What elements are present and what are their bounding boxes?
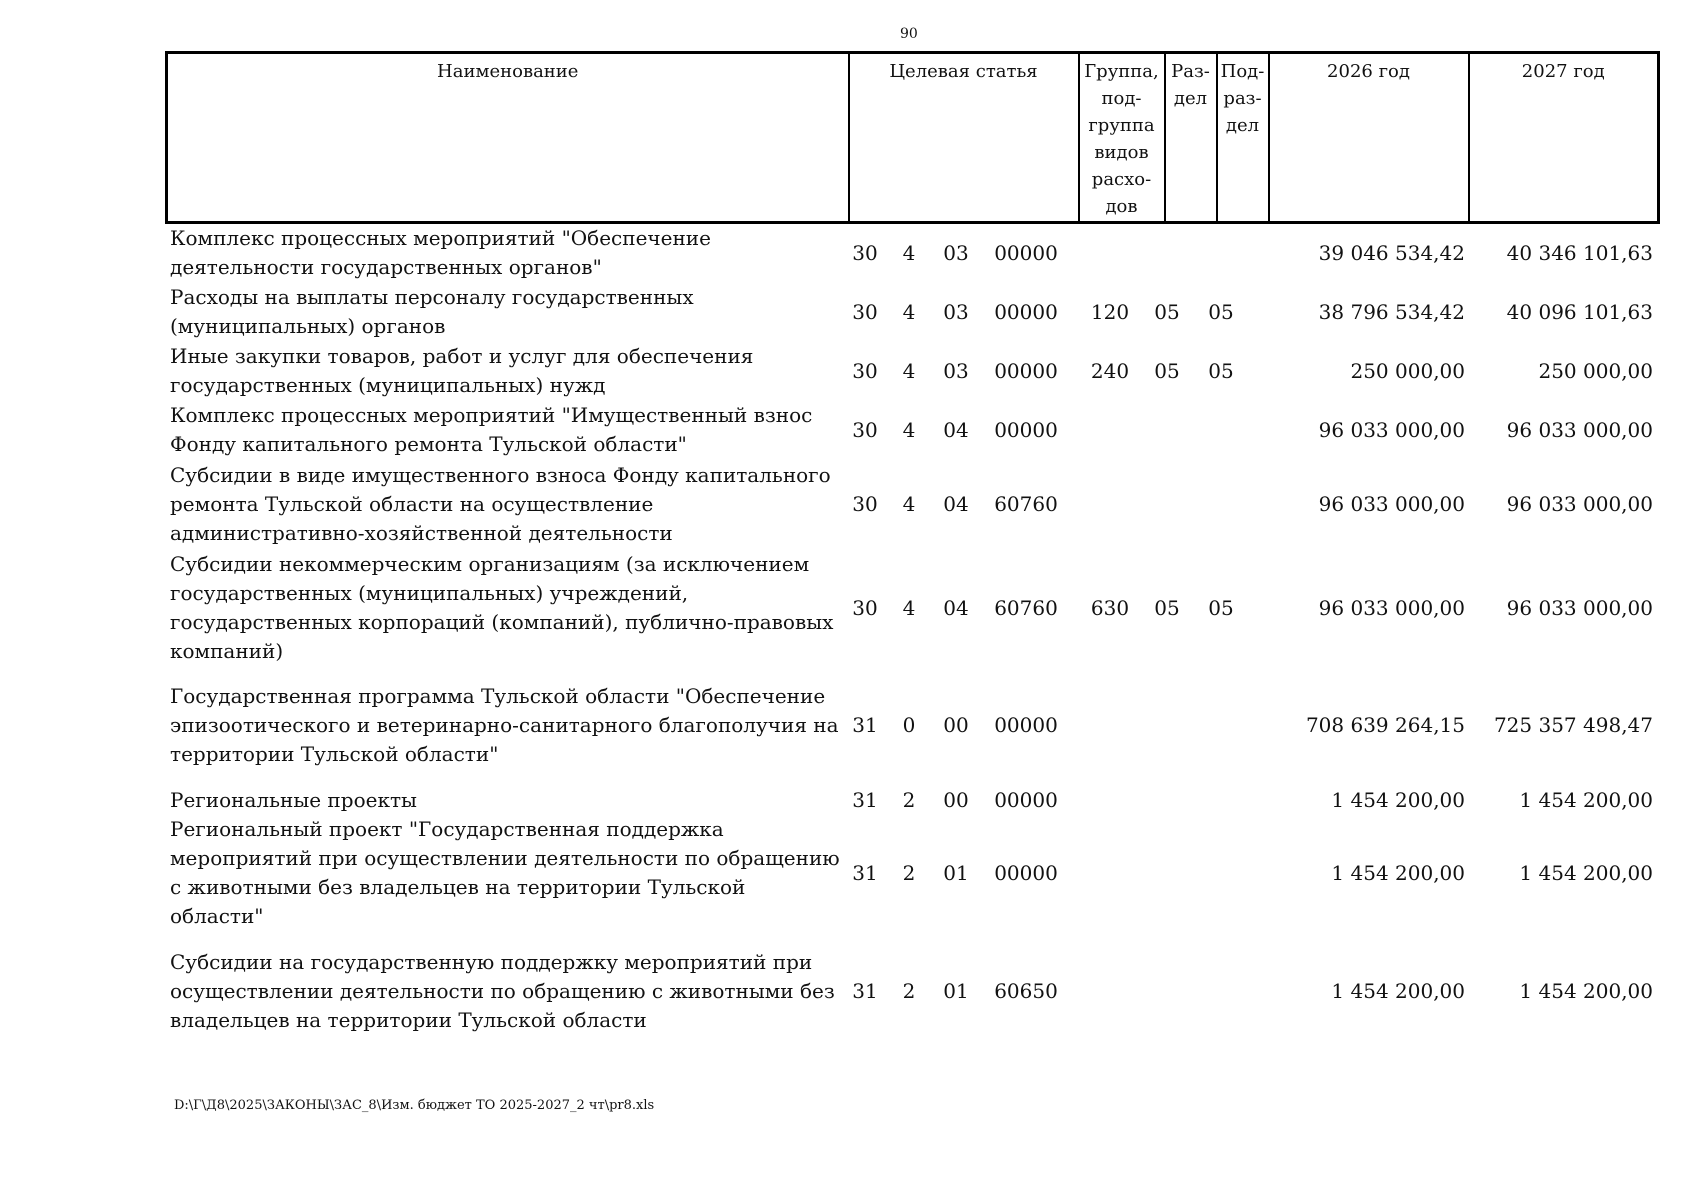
amount-2027: 1 454 200,00	[1519, 860, 1653, 885]
target-code-3: 03	[943, 299, 969, 324]
expense-group	[1087, 780, 1133, 820]
amount-2027: 725 357 498,47	[1493, 712, 1653, 737]
target-code-4: 00000	[994, 860, 1058, 885]
target-code-2: 4	[902, 240, 916, 265]
target-code-1: 30	[852, 358, 878, 383]
target-code-3: 01	[943, 860, 969, 885]
target-code-3: 01	[943, 978, 969, 1003]
row-name: Государственная программа Тульской области "Обеспечение эпизоотического и ветеринарно-санитарного благополучия на территории Тульской области"	[170, 683, 839, 766]
table-row	[165, 342, 1657, 400]
amount-2027: 96 033 000,00	[1506, 417, 1653, 442]
target-code-1: 30	[852, 240, 878, 265]
table-row	[165, 283, 1657, 341]
subsection-code	[1205, 224, 1237, 282]
amount-2026: 39 046 534,42	[1318, 240, 1465, 265]
header-section: Раз-дел	[1165, 53, 1217, 223]
section-code	[1151, 680, 1183, 770]
table-row	[165, 817, 1657, 928]
target-code-2: 4	[902, 358, 916, 383]
header-subsection: Под-раз-дел	[1217, 53, 1269, 223]
target-code-1: 31	[852, 787, 878, 812]
expense-group: 120	[1090, 299, 1130, 324]
subsection-code	[1205, 401, 1237, 459]
row-name: Региональный проект "Государственная поддержка мероприятий при осуществлении деятельности по обращению с животными без владельцев на территории Тульской области"	[170, 817, 840, 928]
row-name: Субсидии в виде имущественного взноса Фонду капитального ремонта Тульской области на осуществление административно-хозяйственной деятельности	[170, 462, 831, 545]
target-code-3: 00	[943, 712, 969, 737]
section-code: 05	[1154, 595, 1180, 620]
target-code-1: 31	[852, 860, 878, 885]
amount-2027: 1 454 200,00	[1519, 787, 1653, 812]
subsection-code: 05	[1208, 358, 1234, 383]
expense-group	[1087, 460, 1133, 548]
amount-2026: 96 033 000,00	[1318, 491, 1465, 516]
file-path-footer: D:\Г\Д8\2025\ЗАКОНЫ\ЗАС_8\Изм. бюджет ТО 2025-2027_2 чт\pr8.xls	[174, 1098, 655, 1113]
page-number: 90	[900, 26, 918, 42]
target-code-2: 2	[902, 860, 916, 885]
table-row	[165, 401, 1657, 459]
target-code-3: 04	[943, 491, 969, 516]
table-row	[165, 224, 1657, 282]
amount-2026: 1 454 200,00	[1331, 978, 1465, 1003]
target-code-4: 00000	[994, 299, 1058, 324]
target-code-1: 31	[852, 712, 878, 737]
row-name: Комплекс процессных мероприятий "Обеспечение деятельности государственных органов"	[170, 226, 711, 279]
table-row	[165, 780, 1657, 820]
section-code	[1151, 780, 1183, 820]
target-code-4: 00000	[994, 358, 1058, 383]
target-code-3: 03	[943, 358, 969, 383]
row-name: Комплекс процессных мероприятий "Имущественный взнос Фонду капитального ремонта Тульской области"	[170, 403, 813, 456]
target-code-4: 60650	[994, 978, 1058, 1003]
target-code-4: 00000	[994, 712, 1058, 737]
section-code: 05	[1154, 358, 1180, 383]
expense-group: 630	[1090, 595, 1130, 620]
subsection-code: 05	[1208, 299, 1234, 324]
amount-2026: 96 033 000,00	[1318, 417, 1465, 442]
expense-group	[1087, 680, 1133, 770]
row-name: Региональные проекты	[170, 787, 417, 812]
row-name: Расходы на выплаты персоналу государственных (муниципальных) органов	[170, 285, 694, 338]
target-code-4: 00000	[994, 240, 1058, 265]
section-code	[1151, 946, 1183, 1036]
table-row	[165, 552, 1657, 663]
amount-2027: 96 033 000,00	[1506, 491, 1653, 516]
target-code-3: 03	[943, 240, 969, 265]
amount-2027: 96 033 000,00	[1506, 595, 1653, 620]
amount-2027: 1 454 200,00	[1519, 978, 1653, 1003]
header-target: Целевая статья	[849, 53, 1079, 223]
target-code-3: 04	[943, 417, 969, 442]
header-year-2026: 2026 год	[1269, 53, 1469, 223]
target-code-1: 30	[852, 595, 878, 620]
amount-2026: 708 639 264,15	[1305, 712, 1465, 737]
header-group: Группа, под-группа видов расхо-дов	[1079, 53, 1165, 223]
subsection-code	[1205, 460, 1237, 548]
expense-group	[1087, 401, 1133, 459]
amount-2026: 250 000,00	[1350, 358, 1465, 383]
row-name: Субсидии на государственную поддержку мероприятий при осуществлении деятельности по обращению с животными без владельцев на территории Тульской области	[170, 949, 835, 1032]
amount-2026: 1 454 200,00	[1331, 860, 1465, 885]
header-year-2027: 2027 год	[1469, 53, 1659, 223]
target-code-2: 4	[902, 417, 916, 442]
target-code-1: 30	[852, 417, 878, 442]
header-name: Наименование	[167, 53, 849, 223]
target-code-4: 60760	[994, 491, 1058, 516]
subsection-code: 05	[1208, 595, 1234, 620]
table-row	[165, 946, 1657, 1036]
amount-2026: 1 454 200,00	[1331, 787, 1465, 812]
target-code-2: 4	[902, 491, 916, 516]
table-header	[165, 51, 1660, 224]
target-code-2: 2	[902, 787, 916, 812]
amount-2027: 40 096 101,63	[1506, 299, 1653, 324]
amount-2027: 40 346 101,63	[1506, 240, 1653, 265]
section-code	[1151, 460, 1183, 548]
target-code-3: 00	[943, 787, 969, 812]
table-row	[165, 460, 1657, 548]
expense-group: 240	[1090, 358, 1130, 383]
target-code-1: 30	[852, 299, 878, 324]
section-code: 05	[1154, 299, 1180, 324]
target-code-2: 2	[902, 978, 916, 1003]
section-code	[1151, 401, 1183, 459]
amount-2026: 96 033 000,00	[1318, 595, 1465, 620]
expense-group	[1087, 224, 1133, 282]
target-code-4: 00000	[994, 417, 1058, 442]
table-row	[165, 680, 1657, 770]
row-name: Субсидии некоммерческим организациям (за исключением государственных (муниципальных) учреждений, государственных корпораций (компаний), публично-правовых компаний)	[170, 552, 834, 663]
target-code-1: 30	[852, 491, 878, 516]
section-code	[1151, 828, 1183, 918]
target-code-1: 31	[852, 978, 878, 1003]
subsection-code	[1205, 680, 1237, 770]
subsection-code	[1205, 780, 1237, 820]
target-code-2: 4	[902, 299, 916, 324]
section-code	[1151, 224, 1183, 282]
expense-group	[1087, 946, 1133, 1036]
amount-2027: 250 000,00	[1538, 358, 1653, 383]
target-code-4: 60760	[994, 595, 1058, 620]
target-code-3: 04	[943, 595, 969, 620]
amount-2026: 38 796 534,42	[1318, 299, 1465, 324]
subsection-code	[1205, 828, 1237, 918]
target-code-2: 4	[902, 595, 916, 620]
row-name: Иные закупки товаров, работ и услуг для обеспечения государственных (муниципальных) нужд	[170, 344, 754, 397]
subsection-code	[1205, 946, 1237, 1036]
target-code-4: 00000	[994, 787, 1058, 812]
expense-group	[1087, 828, 1133, 918]
target-code-2: 0	[902, 712, 916, 737]
